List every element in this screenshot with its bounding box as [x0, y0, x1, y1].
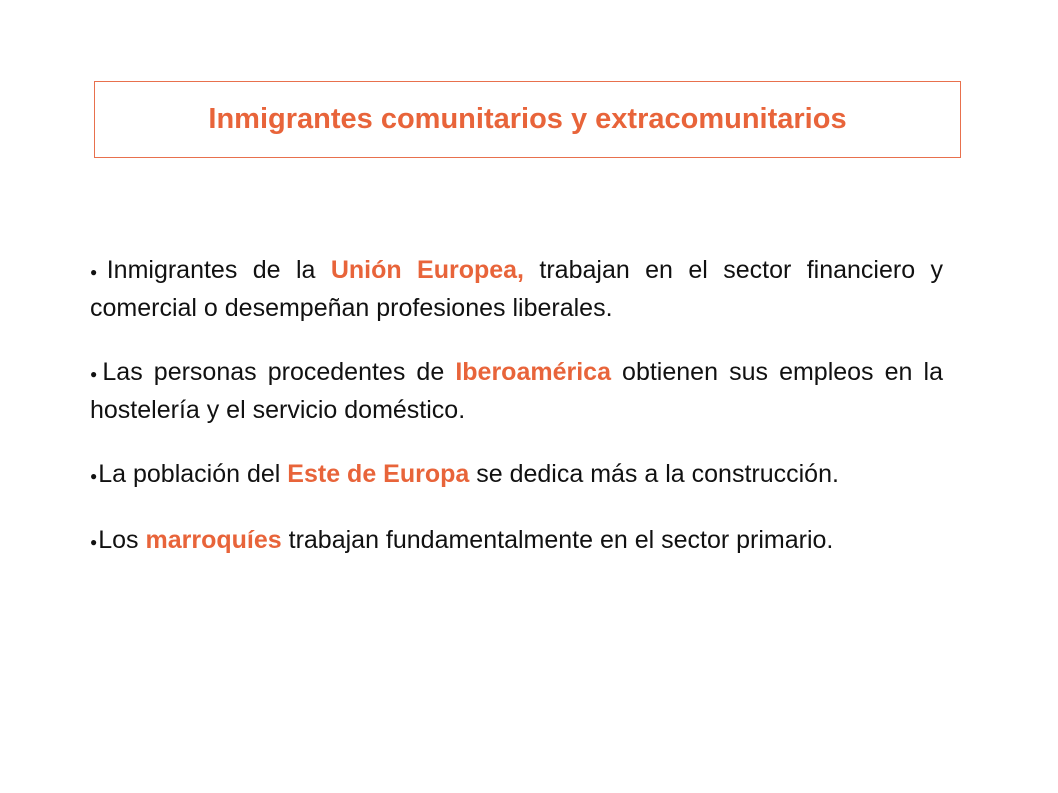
bullet-text-before: Las personas procedentes de: [102, 358, 456, 386]
bullet-text-before: Los: [98, 526, 146, 554]
bullet-highlight: Iberoamérica: [455, 358, 611, 386]
bullet-text-after: obtienen sus empleos en la hostelería y el servicio doméstico.: [90, 358, 944, 424]
bullet-text-after: trabajan en el sector financiero y comercial o desempeñan profesiones liberales.: [90, 256, 944, 322]
bullet-highlight: Unión Europea,: [330, 256, 524, 284]
bullet-text-after: trabajan fundamentalmente en el sector primario.: [281, 526, 834, 554]
bullet-item: [90, 456, 943, 494]
bullet-list: [90, 252, 943, 588]
bullet-item: [90, 354, 943, 428]
bullet-item: [90, 252, 943, 326]
bullet-icon: ●: [90, 469, 98, 483]
bullet-item: [90, 522, 943, 560]
title-box: [94, 81, 961, 158]
bullet-highlight: marroquíes: [145, 526, 282, 554]
bullet-icon: ●: [90, 367, 102, 381]
bullet-icon: ●: [90, 265, 106, 279]
bullet-highlight: Este de Europa: [287, 460, 470, 488]
bullet-text-before: La población del: [98, 460, 288, 488]
bullet-text-after: se dedica más a la construcción.: [469, 460, 839, 488]
bullet-text-before: Inmigrantes de la: [106, 256, 331, 284]
bullet-icon: ●: [90, 535, 98, 549]
page-title: Inmigrantes comunitarios y extracomunitarios: [208, 103, 847, 135]
